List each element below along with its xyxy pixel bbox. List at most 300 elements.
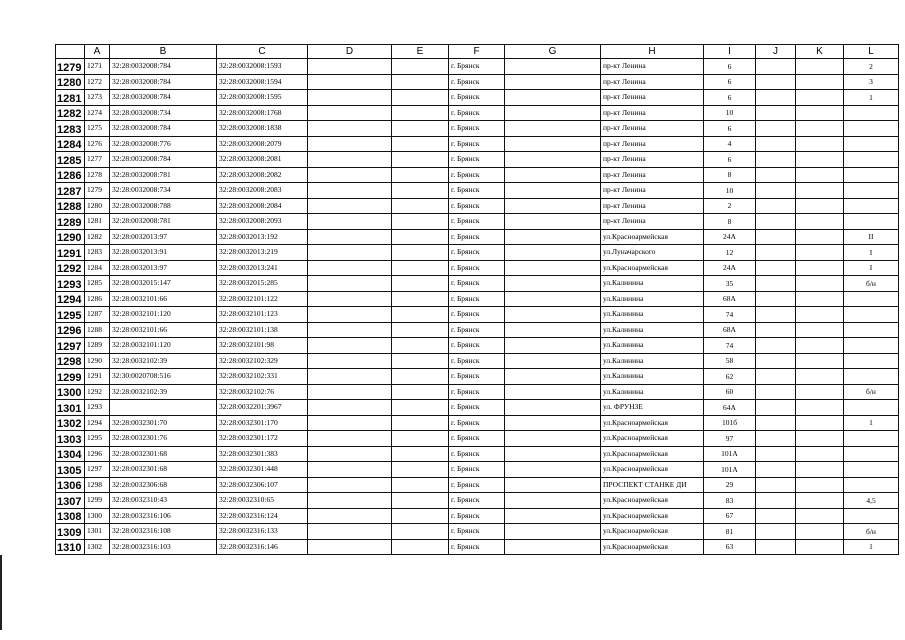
table-row bbox=[56, 431, 899, 447]
cell-d bbox=[308, 136, 392, 152]
table-row bbox=[56, 245, 899, 261]
cell-j bbox=[756, 183, 796, 199]
cell-c: 32:28:0032008:2079 bbox=[217, 136, 308, 152]
cell-j bbox=[756, 539, 796, 555]
cell-c: 32:28:0032101:138 bbox=[217, 322, 308, 338]
cell-c: 32:28:0032310:65 bbox=[217, 493, 308, 509]
cell-k bbox=[796, 167, 844, 183]
cell-d bbox=[308, 338, 392, 354]
cell-h: пр-кт Ленина bbox=[601, 183, 704, 199]
row-number-cell: 1307 bbox=[56, 493, 85, 509]
row-number-cell: 1310 bbox=[56, 539, 85, 555]
cell-d bbox=[308, 524, 392, 540]
cell-a: 1293 bbox=[85, 400, 110, 416]
cell-g bbox=[505, 198, 601, 214]
row-number-cell: 1300 bbox=[56, 384, 85, 400]
cell-e bbox=[392, 539, 449, 555]
cell-l bbox=[844, 136, 899, 152]
cell-k bbox=[796, 152, 844, 168]
row-number-cell: 1309 bbox=[56, 524, 85, 540]
cell-j bbox=[756, 493, 796, 509]
cell-i: 63 bbox=[704, 539, 756, 555]
table-row bbox=[56, 384, 899, 400]
table-row bbox=[56, 121, 899, 137]
cell-j bbox=[756, 508, 796, 524]
cell-k bbox=[796, 183, 844, 199]
cell-d bbox=[308, 229, 392, 245]
cell-k bbox=[796, 322, 844, 338]
cell-f: г. Брянск bbox=[449, 245, 505, 261]
cell-i: 74 bbox=[704, 307, 756, 323]
cell-a: 1289 bbox=[85, 338, 110, 354]
cell-a: 1298 bbox=[85, 477, 110, 493]
cell-l: I bbox=[844, 260, 899, 276]
cell-b: 32:28:0032101:120 bbox=[110, 338, 217, 354]
cell-e bbox=[392, 105, 449, 121]
cell-d bbox=[308, 183, 392, 199]
cell-a: 1276 bbox=[85, 136, 110, 152]
cell-e bbox=[392, 260, 449, 276]
cell-h: ул.Красноармейская bbox=[601, 431, 704, 447]
cell-f: г. Брянск bbox=[449, 214, 505, 230]
margin-rule bbox=[0, 555, 2, 630]
cell-j bbox=[756, 121, 796, 137]
table-row bbox=[56, 183, 899, 199]
cell-e bbox=[392, 59, 449, 75]
cell-i: 83 bbox=[704, 493, 756, 509]
cell-k bbox=[796, 384, 844, 400]
cell-g bbox=[505, 477, 601, 493]
cell-l bbox=[844, 446, 899, 462]
cell-g bbox=[505, 105, 601, 121]
cell-c: 32:28:0032306:107 bbox=[217, 477, 308, 493]
cell-k bbox=[796, 307, 844, 323]
cell-b: 32:28:0032306:68 bbox=[110, 477, 217, 493]
cell-a: 1278 bbox=[85, 167, 110, 183]
cell-i: 101А bbox=[704, 446, 756, 462]
cell-b: 32:28:0032008:784 bbox=[110, 59, 217, 75]
cell-k bbox=[796, 353, 844, 369]
cell-g bbox=[505, 353, 601, 369]
row-number-cell: 1294 bbox=[56, 291, 85, 307]
cell-j bbox=[756, 276, 796, 292]
cell-i: 62 bbox=[704, 369, 756, 385]
cell-g bbox=[505, 462, 601, 478]
cell-c: 32:28:0032008:2081 bbox=[217, 152, 308, 168]
cell-d bbox=[308, 121, 392, 137]
table-row bbox=[56, 59, 899, 75]
column-header-d: D bbox=[308, 45, 392, 59]
cell-f: г. Брянск bbox=[449, 369, 505, 385]
cell-b: 32:28:0032008:734 bbox=[110, 105, 217, 121]
cell-e bbox=[392, 90, 449, 106]
cell-b: 32:28:0032301:70 bbox=[110, 415, 217, 431]
cell-l bbox=[844, 431, 899, 447]
cell-d bbox=[308, 105, 392, 121]
cell-i: 2 bbox=[704, 198, 756, 214]
cell-l bbox=[844, 307, 899, 323]
cell-d bbox=[308, 353, 392, 369]
cell-c: 32:28:0032301:448 bbox=[217, 462, 308, 478]
cell-b bbox=[110, 400, 217, 416]
row-number-cell: 1289 bbox=[56, 214, 85, 230]
cell-e bbox=[392, 462, 449, 478]
cell-i: 24А bbox=[704, 229, 756, 245]
cell-j bbox=[756, 167, 796, 183]
cell-h: ул.Красноармейская bbox=[601, 508, 704, 524]
cell-a: 1282 bbox=[85, 229, 110, 245]
cell-e bbox=[392, 121, 449, 137]
cell-i: 6 bbox=[704, 59, 756, 75]
cell-l: 1 bbox=[844, 90, 899, 106]
cell-k bbox=[796, 59, 844, 75]
cell-e bbox=[392, 198, 449, 214]
cell-a: 1301 bbox=[85, 524, 110, 540]
cell-d bbox=[308, 152, 392, 168]
cell-l bbox=[844, 152, 899, 168]
cell-e bbox=[392, 167, 449, 183]
cell-l bbox=[844, 291, 899, 307]
cell-f: г. Брянск bbox=[449, 105, 505, 121]
cell-g bbox=[505, 152, 601, 168]
column-header-i: I bbox=[704, 45, 756, 59]
cell-f: г. Брянск bbox=[449, 183, 505, 199]
cell-k bbox=[796, 338, 844, 354]
cell-k bbox=[796, 462, 844, 478]
cell-c: 32:28:0032015:285 bbox=[217, 276, 308, 292]
cell-g bbox=[505, 369, 601, 385]
cell-f: г. Брянск bbox=[449, 74, 505, 90]
cell-a: 1273 bbox=[85, 90, 110, 106]
cell-c: 32:28:0032008:1593 bbox=[217, 59, 308, 75]
cell-e bbox=[392, 431, 449, 447]
cell-g bbox=[505, 121, 601, 137]
column-header-k: K bbox=[796, 45, 844, 59]
cell-h: ПРОСПЕКТ СТАНКЕ ДИ bbox=[601, 477, 704, 493]
row-number-cell: 1303 bbox=[56, 431, 85, 447]
cell-b: 32:28:0032101:66 bbox=[110, 291, 217, 307]
table-row bbox=[56, 462, 899, 478]
row-number-cell: 1285 bbox=[56, 152, 85, 168]
table-row bbox=[56, 74, 899, 90]
cell-b: 32:28:0032008:776 bbox=[110, 136, 217, 152]
cell-b: 32:28:0032008:784 bbox=[110, 152, 217, 168]
cell-a: 1302 bbox=[85, 539, 110, 555]
cell-l: б/н bbox=[844, 524, 899, 540]
cell-c: 32:28:0032301:383 bbox=[217, 446, 308, 462]
cell-f: г. Брянск bbox=[449, 431, 505, 447]
cell-c: 32:28:0032008:1594 bbox=[217, 74, 308, 90]
cell-k bbox=[796, 214, 844, 230]
cell-f: г. Брянск bbox=[449, 152, 505, 168]
row-number-cell: 1282 bbox=[56, 105, 85, 121]
cell-d bbox=[308, 276, 392, 292]
cell-e bbox=[392, 214, 449, 230]
cell-i: 35 bbox=[704, 276, 756, 292]
cell-g bbox=[505, 183, 601, 199]
cell-f: г. Брянск bbox=[449, 338, 505, 354]
cell-k bbox=[796, 446, 844, 462]
cell-g bbox=[505, 90, 601, 106]
cell-k bbox=[796, 369, 844, 385]
cell-g bbox=[505, 446, 601, 462]
cell-k bbox=[796, 276, 844, 292]
cell-h: ул.Красноармейская bbox=[601, 260, 704, 276]
cell-a: 1286 bbox=[85, 291, 110, 307]
cell-d bbox=[308, 167, 392, 183]
column-header-h: H bbox=[601, 45, 704, 59]
cell-i: 6 bbox=[704, 121, 756, 137]
cell-i: 81 bbox=[704, 524, 756, 540]
cell-d bbox=[308, 291, 392, 307]
cell-a: 1291 bbox=[85, 369, 110, 385]
cell-k bbox=[796, 105, 844, 121]
cell-l: 4,5 bbox=[844, 493, 899, 509]
table-row bbox=[56, 105, 899, 121]
cell-h: ул.Красноармейская bbox=[601, 462, 704, 478]
cell-g bbox=[505, 338, 601, 354]
cell-h: ул.Калинина bbox=[601, 276, 704, 292]
cell-l bbox=[844, 121, 899, 137]
cell-b: 32:28:0032008:788 bbox=[110, 198, 217, 214]
cell-d bbox=[308, 508, 392, 524]
cell-f: г. Брянск bbox=[449, 493, 505, 509]
cell-f: г. Брянск bbox=[449, 198, 505, 214]
cell-f: г. Брянск bbox=[449, 446, 505, 462]
cell-i: 68А bbox=[704, 322, 756, 338]
cell-h: пр-кт Ленина bbox=[601, 136, 704, 152]
cell-g bbox=[505, 167, 601, 183]
cell-j bbox=[756, 431, 796, 447]
row-number-cell: 1308 bbox=[56, 508, 85, 524]
cell-l: 1 bbox=[844, 415, 899, 431]
cell-c: 32:28:0032008:2082 bbox=[217, 167, 308, 183]
cell-e bbox=[392, 508, 449, 524]
cell-d bbox=[308, 415, 392, 431]
cell-d bbox=[308, 369, 392, 385]
cell-b: 32:28:0032316:103 bbox=[110, 539, 217, 555]
cell-e bbox=[392, 307, 449, 323]
cell-l bbox=[844, 477, 899, 493]
cell-i: 67 bbox=[704, 508, 756, 524]
cell-i: 10 bbox=[704, 105, 756, 121]
cell-d bbox=[308, 400, 392, 416]
cell-f: г. Брянск bbox=[449, 353, 505, 369]
cell-g bbox=[505, 322, 601, 338]
cell-j bbox=[756, 307, 796, 323]
cell-c: 32:28:0032102:331 bbox=[217, 369, 308, 385]
cell-a: 1279 bbox=[85, 183, 110, 199]
cell-l bbox=[844, 369, 899, 385]
cell-f: г. Брянск bbox=[449, 291, 505, 307]
cell-a: 1271 bbox=[85, 59, 110, 75]
cell-e bbox=[392, 338, 449, 354]
cell-j bbox=[756, 369, 796, 385]
column-header-f: F bbox=[449, 45, 505, 59]
row-number-cell: 1280 bbox=[56, 74, 85, 90]
row-number-cell: 1301 bbox=[56, 400, 85, 416]
cell-j bbox=[756, 152, 796, 168]
table-row bbox=[56, 493, 899, 509]
cell-f: г. Брянск bbox=[449, 229, 505, 245]
cell-f: г. Брянск bbox=[449, 260, 505, 276]
cell-e bbox=[392, 384, 449, 400]
row-number-cell: 1286 bbox=[56, 167, 85, 183]
cell-d bbox=[308, 59, 392, 75]
cell-l bbox=[844, 353, 899, 369]
row-number-cell: 1304 bbox=[56, 446, 85, 462]
table-row bbox=[56, 198, 899, 214]
cell-f: г. Брянск bbox=[449, 167, 505, 183]
cell-i: 8 bbox=[704, 167, 756, 183]
cell-j bbox=[756, 198, 796, 214]
cell-g bbox=[505, 214, 601, 230]
cell-a: 1294 bbox=[85, 415, 110, 431]
cell-h: ул.Калинина bbox=[601, 307, 704, 323]
row-number-cell: 1283 bbox=[56, 121, 85, 137]
cell-e bbox=[392, 276, 449, 292]
cell-i: 24А bbox=[704, 260, 756, 276]
cell-a: 1272 bbox=[85, 74, 110, 90]
cell-j bbox=[756, 322, 796, 338]
cell-l: II bbox=[844, 229, 899, 245]
row-number-cell: 1292 bbox=[56, 260, 85, 276]
cell-h: ул.Красноармейская bbox=[601, 493, 704, 509]
cell-j bbox=[756, 90, 796, 106]
cell-h: пр-кт Ленина bbox=[601, 121, 704, 137]
cell-a: 1290 bbox=[85, 353, 110, 369]
cell-i: 101А bbox=[704, 462, 756, 478]
cell-l bbox=[844, 183, 899, 199]
cell-b: 32:28:0032008:784 bbox=[110, 74, 217, 90]
cell-g bbox=[505, 524, 601, 540]
cell-b: 32:28:0032008:784 bbox=[110, 90, 217, 106]
cell-e bbox=[392, 353, 449, 369]
cell-g bbox=[505, 229, 601, 245]
cell-e bbox=[392, 183, 449, 199]
row-number-cell: 1296 bbox=[56, 322, 85, 338]
table-row bbox=[56, 322, 899, 338]
cell-l bbox=[844, 198, 899, 214]
table-row bbox=[56, 338, 899, 354]
column-header-g: G bbox=[505, 45, 601, 59]
cell-f: г. Брянск bbox=[449, 384, 505, 400]
cell-e bbox=[392, 74, 449, 90]
cell-c: 32:28:0032008:1595 bbox=[217, 90, 308, 106]
cell-f: г. Брянск bbox=[449, 276, 505, 292]
cell-h: ул.Красноармейская bbox=[601, 446, 704, 462]
cell-c: 32:28:0032316:146 bbox=[217, 539, 308, 555]
table-row bbox=[56, 214, 899, 230]
cell-g bbox=[505, 307, 601, 323]
cell-j bbox=[756, 353, 796, 369]
cell-g bbox=[505, 415, 601, 431]
cell-g bbox=[505, 59, 601, 75]
cell-a: 1285 bbox=[85, 276, 110, 292]
row-number-cell: 1306 bbox=[56, 477, 85, 493]
row-number-cell: 1281 bbox=[56, 90, 85, 106]
row-number-cell: 1284 bbox=[56, 136, 85, 152]
cell-i: 10 bbox=[704, 183, 756, 199]
cell-c: 32:28:0032101:123 bbox=[217, 307, 308, 323]
cell-k bbox=[796, 291, 844, 307]
cell-j bbox=[756, 136, 796, 152]
cell-b: 32:28:0032013:91 bbox=[110, 245, 217, 261]
column-header-j: J bbox=[756, 45, 796, 59]
column-header-a: A bbox=[85, 45, 110, 59]
cell-j bbox=[756, 105, 796, 121]
corner-cell bbox=[56, 45, 85, 59]
cell-f: г. Брянск bbox=[449, 415, 505, 431]
cell-d bbox=[308, 384, 392, 400]
cell-f: г. Брянск bbox=[449, 121, 505, 137]
cell-h: пр-кт Ленина bbox=[601, 198, 704, 214]
cell-i: 6 bbox=[704, 74, 756, 90]
table-row bbox=[56, 524, 899, 540]
cell-c: 32:28:0032013:241 bbox=[217, 260, 308, 276]
cell-b: 32:28:0032102:39 bbox=[110, 384, 217, 400]
cell-h: ул.Луначарского bbox=[601, 245, 704, 261]
cell-g bbox=[505, 384, 601, 400]
row-number-cell: 1288 bbox=[56, 198, 85, 214]
column-header-l: L bbox=[844, 45, 899, 59]
cell-f: г. Брянск bbox=[449, 90, 505, 106]
cell-i: 4 bbox=[704, 136, 756, 152]
cell-c: 32:28:0032101:98 bbox=[217, 338, 308, 354]
cell-d bbox=[308, 493, 392, 509]
row-number-cell: 1299 bbox=[56, 369, 85, 385]
cell-g bbox=[505, 539, 601, 555]
cell-a: 1299 bbox=[85, 493, 110, 509]
cell-b: 32:28:0032301:68 bbox=[110, 446, 217, 462]
table-row bbox=[56, 90, 899, 106]
cell-l bbox=[844, 214, 899, 230]
cell-c: 32:28:0032201:3967 bbox=[217, 400, 308, 416]
cell-b: 32:28:0032101:120 bbox=[110, 307, 217, 323]
cell-f: г. Брянск bbox=[449, 524, 505, 540]
cell-d bbox=[308, 539, 392, 555]
cell-j bbox=[756, 446, 796, 462]
cell-k bbox=[796, 74, 844, 90]
cell-h: пр-кт Ленина bbox=[601, 74, 704, 90]
table-row bbox=[56, 136, 899, 152]
cell-l: 1 bbox=[844, 539, 899, 555]
cell-g bbox=[505, 245, 601, 261]
table-row bbox=[56, 477, 899, 493]
cell-j bbox=[756, 245, 796, 261]
cell-c: 32:28:0032316:124 bbox=[217, 508, 308, 524]
cell-a: 1280 bbox=[85, 198, 110, 214]
table-row bbox=[56, 400, 899, 416]
cell-g bbox=[505, 260, 601, 276]
cell-h: ул.Красноармейская bbox=[601, 229, 704, 245]
cell-d bbox=[308, 431, 392, 447]
cell-h: ул.Красноармейская bbox=[601, 524, 704, 540]
cell-c: 32:28:0032102:329 bbox=[217, 353, 308, 369]
cell-a: 1283 bbox=[85, 245, 110, 261]
table-row bbox=[56, 508, 899, 524]
cell-c: 32:28:0032008:2084 bbox=[217, 198, 308, 214]
cell-l bbox=[844, 322, 899, 338]
cell-b: 32:28:0032310:43 bbox=[110, 493, 217, 509]
table-row bbox=[56, 260, 899, 276]
cell-j bbox=[756, 477, 796, 493]
cell-e bbox=[392, 322, 449, 338]
cell-i: 68А bbox=[704, 291, 756, 307]
cell-g bbox=[505, 136, 601, 152]
row-number-cell: 1290 bbox=[56, 229, 85, 245]
table-row bbox=[56, 291, 899, 307]
